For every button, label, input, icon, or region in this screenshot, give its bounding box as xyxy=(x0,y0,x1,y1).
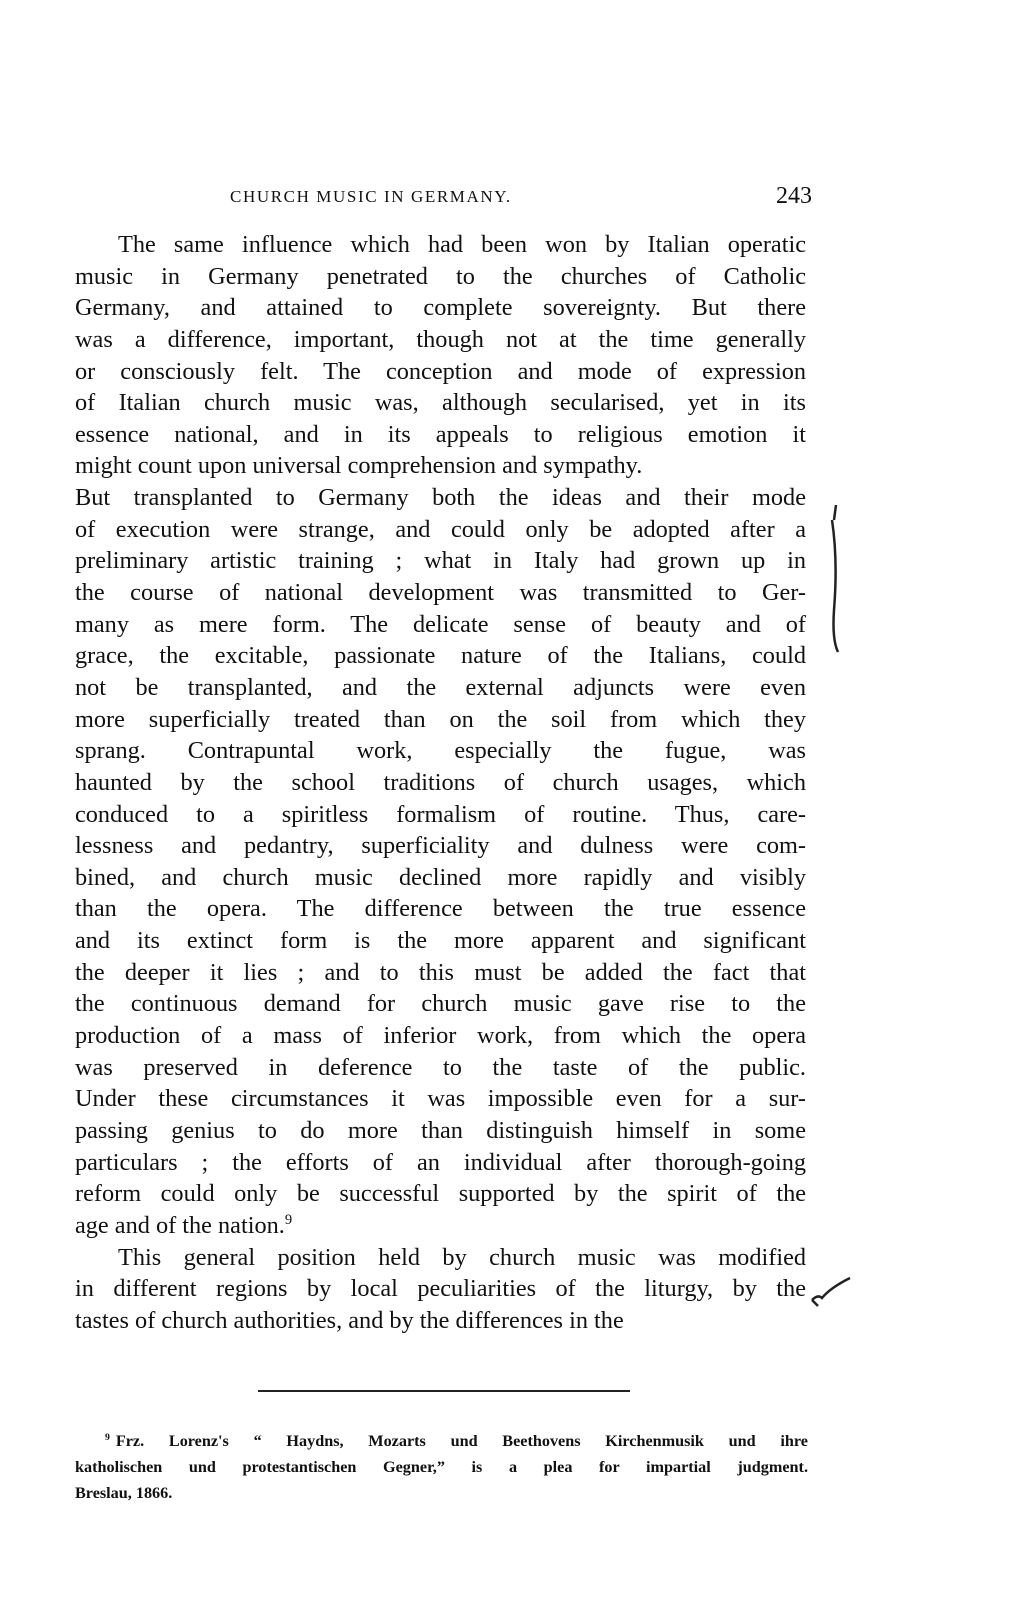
text-line-content: than the opera. The difference between the true essence xyxy=(75,895,806,923)
text-line-content: of execution were strange, and could only be adopted after a xyxy=(75,515,806,543)
text-line-content: and its extinct form is the more apparent and significant xyxy=(75,927,806,955)
text-line-content: The same influence which had been won by Italian operatic xyxy=(118,231,806,258)
text-line-content: particulars ; the efforts of an individual after thorough-going xyxy=(75,1148,806,1176)
text-line-content: lessness and pedantry, superficiality and dulness were com- xyxy=(75,832,806,860)
page-number: 243 xyxy=(776,183,812,209)
text-line-content: tastes of church authorities, and by the differences in the xyxy=(75,1306,624,1334)
text-line-content: more superficially treated than on the soil from which they xyxy=(75,705,806,733)
text-line-content: the course of national development was transmitted to Ger- xyxy=(75,579,806,607)
text-line-content: But transplanted to Germany both the ideas and their mode xyxy=(75,484,806,512)
text-line-content: was a difference, important, though not at the time generally xyxy=(75,325,806,353)
text-line-content: haunted by the school traditions of church usages, which xyxy=(75,768,806,796)
text-line-content: the continuous demand for church music gave rise to the xyxy=(75,990,806,1018)
text-line-content: in different regions by local peculiarities of the liturgy, by the xyxy=(75,1275,806,1303)
text-line-content: was preserved in deference to the taste of the public. xyxy=(75,1053,806,1081)
text-line-content: the deeper it lies ; and to this must be added the fact that xyxy=(75,958,806,986)
text-line-content: or consciously felt. The conception and mode of expression xyxy=(75,357,806,385)
text-line-content: many as mere form. The delicate sense of beauty and of xyxy=(75,610,806,638)
text-line-content: not be transplanted, and the external adjuncts were even xyxy=(75,673,806,701)
text-line-content: Under these circumstances it was impossible even for a sur- xyxy=(75,1085,806,1113)
footnote-line-content: Frz. Lorenz's “ Haydns, Mozarts und Beethovens Kirchenmusik und ihre xyxy=(115,1432,808,1450)
text-line-content: Germany, and attained to complete sovereignty. But there xyxy=(75,294,806,322)
margin-check-mark xyxy=(812,1278,850,1306)
text-line-content: grace, the excitable, passionate nature of the Italians, could xyxy=(75,642,806,670)
footnote-line-content: Breslau, 1866. xyxy=(75,1484,173,1502)
footnote-reference: 9 xyxy=(284,1211,293,1228)
text-line-content: reform could only be successful supported by the spirit of the xyxy=(75,1180,806,1208)
footnote-marker: 9 xyxy=(105,1431,110,1443)
text-line-content: preliminary artistic training ; what in Italy had grown up in xyxy=(75,547,806,575)
text-line-content: bined, and church music declined more rapidly and visibly xyxy=(75,863,806,891)
text-line-content: might count upon universal comprehension and sympathy. xyxy=(75,452,643,480)
text-line-content: This general position held by church music was modified xyxy=(118,1243,806,1271)
text-line-content: music in Germany penetrated to the churches of Catholic xyxy=(75,262,806,290)
text-line-content: age and of the nation. xyxy=(75,1211,285,1239)
text-line-content: passing genius to do more than distinguish himself in some xyxy=(75,1116,806,1144)
text-line-content: conduced to a spiritless formalism of routine. Thus, care- xyxy=(75,800,806,828)
footnote-line-content: katholischen und protestantischen Gegner,” is a plea for impartial judgment. xyxy=(75,1458,808,1476)
text-line-content: sprang. Contrapuntal work, especially the fugue, was xyxy=(75,737,806,765)
text-line-content: production of a mass of inferior work, from which the opera xyxy=(75,1022,806,1050)
text-line-content: essence national, and in its appeals to religious emotion it xyxy=(75,420,806,448)
margin-bracket-mark xyxy=(832,505,838,652)
text-line-content: of Italian church music was, although secularised, yet in its xyxy=(75,389,806,417)
running-title: CHURCH MUSIC IN GERMANY. xyxy=(230,187,512,206)
